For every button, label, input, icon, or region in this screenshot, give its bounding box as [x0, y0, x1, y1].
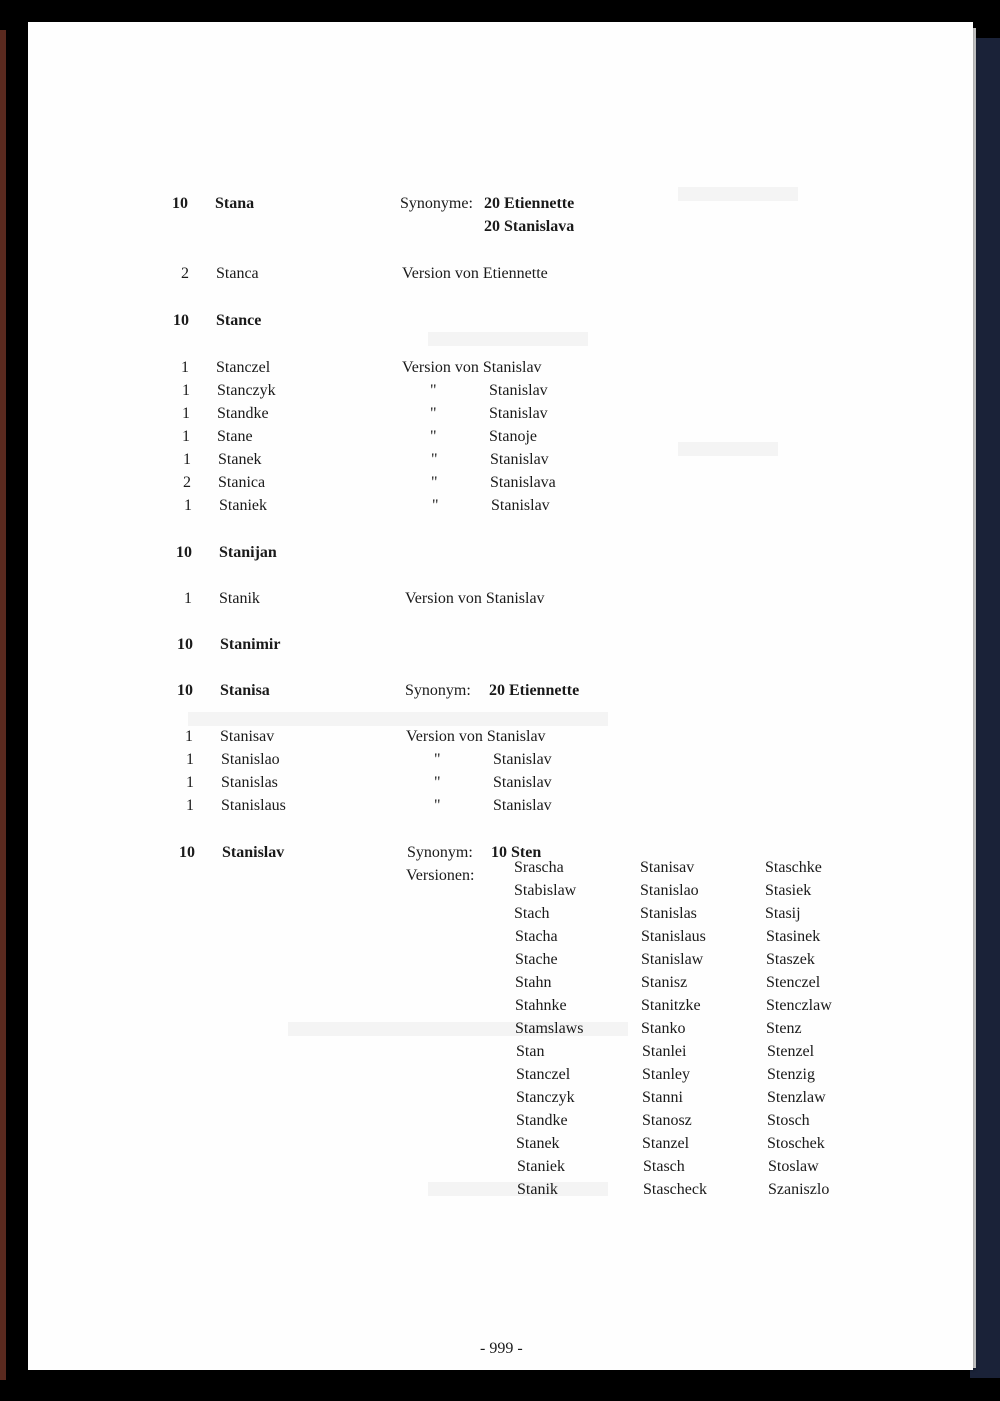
entry-count: 1: [186, 774, 194, 791]
version-name: Stenzig: [767, 1066, 815, 1083]
versionen-label: Versionen:: [406, 867, 475, 884]
version-name: Stasinek: [766, 928, 821, 945]
entry-info: Version von Etiennette: [402, 265, 548, 282]
entry-info: Stanislav: [489, 405, 548, 422]
entry-info: 20 Stanislava: [484, 218, 575, 235]
entry-count: 10: [177, 682, 193, 699]
entry-name: Stanimir: [220, 636, 281, 653]
version-name: Stanosz: [642, 1112, 692, 1129]
version-name: Stanisav: [640, 859, 695, 876]
entry-info: Stanislav: [493, 751, 552, 768]
entry-name: Stanca: [216, 265, 259, 282]
entry-label: ": [434, 751, 441, 768]
entry-count: 2: [183, 474, 191, 491]
entry-name: Stanek: [218, 451, 262, 468]
version-name: Stanlei: [642, 1043, 687, 1060]
entry-label: ": [431, 474, 438, 491]
entry-count: 1: [186, 797, 194, 814]
version-name: Stabislaw: [514, 882, 577, 899]
entry-label: ": [431, 451, 438, 468]
version-name: Stascheck: [643, 1181, 707, 1198]
version-name: Stasij: [765, 905, 801, 922]
entry-count: 2: [181, 265, 189, 282]
version-name: Standke: [516, 1112, 568, 1129]
entry-count: 1: [182, 382, 190, 399]
version-name: Stoschek: [767, 1135, 825, 1152]
version-name: Stach: [514, 905, 550, 922]
version-name: Szaniszlo: [768, 1181, 830, 1198]
entry-info: Version von Stanislav: [402, 359, 542, 376]
version-name: Stanislas: [640, 905, 697, 922]
book-page: [28, 22, 973, 1370]
entry-count: 10: [177, 636, 193, 653]
entry-label: ": [434, 774, 441, 791]
entry-count: 10: [172, 195, 188, 212]
entry-info: Stanislav: [491, 497, 550, 514]
version-name: Stenzel: [767, 1043, 815, 1060]
entry-name: Stanislaus: [221, 797, 286, 814]
entry-count: 1: [181, 359, 189, 376]
entry-label: ": [430, 382, 437, 399]
version-name: Stanko: [641, 1020, 686, 1037]
version-name: Stanni: [642, 1089, 683, 1106]
version-name: Stamslaws: [515, 1020, 584, 1037]
version-name: Staniek: [517, 1158, 565, 1175]
entry-name: Standke: [217, 405, 269, 422]
version-name: Stanisz: [641, 974, 688, 991]
version-name: Stahn: [515, 974, 552, 991]
entry-label: ": [434, 797, 441, 814]
entry-label: ": [432, 497, 439, 514]
entry-info: 20 Etiennette: [484, 195, 575, 212]
entry-name: Stanijan: [219, 544, 277, 561]
entry-name: Stanislas: [221, 774, 278, 791]
version-name: Stasiek: [765, 882, 812, 899]
entry-name: Stanisa: [220, 682, 270, 699]
version-name: Stache: [515, 951, 558, 968]
entry-info: 10 Sten: [491, 844, 542, 861]
entry-name: Stanik: [219, 590, 260, 607]
version-name: Stoslaw: [768, 1158, 819, 1175]
entry-info: Stanislava: [490, 474, 556, 491]
version-name: Stanczel: [516, 1066, 571, 1083]
version-name: Stanislaus: [641, 928, 706, 945]
version-name: Stanik: [517, 1181, 558, 1198]
entry-label: Synonym:: [407, 844, 473, 861]
entry-count: 10: [179, 844, 195, 861]
entry-count: 10: [173, 312, 189, 329]
entry-info: Stanislav: [493, 797, 552, 814]
book-spine-edge: [0, 30, 6, 1380]
version-name: Stanitzke: [641, 997, 701, 1014]
entry-info: 20 Etiennette: [489, 682, 580, 699]
entry-info: Stanoje: [489, 428, 537, 445]
version-name: Stenczlaw: [766, 997, 832, 1014]
entry-count: 1: [186, 751, 194, 768]
entry-name: Stane: [217, 428, 253, 445]
entry-name: Stanica: [218, 474, 266, 491]
entry-count: 1: [183, 451, 191, 468]
entry-count: 1: [182, 428, 190, 445]
version-name: Stanislaw: [641, 951, 704, 968]
entry-info: Stanislav: [493, 774, 552, 791]
version-name: Stenczel: [766, 974, 821, 991]
version-name: Stenz: [766, 1020, 802, 1037]
version-name: Stanzel: [642, 1135, 690, 1152]
entry-name: Stanislao: [221, 751, 280, 768]
entry-name: Stance: [216, 312, 262, 329]
version-name: Stenzlaw: [767, 1089, 826, 1106]
version-name: Staszek: [766, 951, 815, 968]
entry-count: 1: [184, 497, 192, 514]
entry-name: Stanczyk: [217, 382, 276, 399]
entry-info: Version von Stanislav: [406, 728, 546, 745]
entry-info: Stanislav: [489, 382, 548, 399]
version-name: Stan: [516, 1043, 545, 1060]
entry-label: Synonym:: [405, 682, 471, 699]
entry-count: 1: [182, 405, 190, 422]
entry-label: ": [430, 428, 437, 445]
entry-name: Stanisav: [220, 728, 275, 745]
entry-count: 1: [185, 728, 193, 745]
page-number: - 999 -: [480, 1340, 523, 1357]
entry-count: 1: [184, 590, 192, 607]
version-name: Stanley: [642, 1066, 690, 1083]
entry-count: 10: [176, 544, 192, 561]
version-name: Stahnke: [515, 997, 567, 1014]
version-name: Stanczyk: [516, 1089, 575, 1106]
version-name: Srascha: [514, 859, 564, 876]
entry-name: Stana: [215, 195, 255, 212]
entry-info: Stanislav: [490, 451, 549, 468]
version-name: Stosch: [767, 1112, 810, 1129]
version-name: Staschke: [765, 859, 822, 876]
version-name: Stacha: [515, 928, 558, 945]
entry-info: Version von Stanislav: [405, 590, 545, 607]
version-name: Stasch: [643, 1158, 685, 1175]
entry-label: ": [430, 405, 437, 422]
entry-name: Staniek: [219, 497, 267, 514]
entry-name: Stanczel: [216, 359, 271, 376]
version-name: Stanek: [516, 1135, 560, 1152]
entry-name: Stanislav: [222, 844, 285, 861]
entry-label: Synonyme:: [400, 195, 473, 212]
version-name: Stanislao: [640, 882, 699, 899]
